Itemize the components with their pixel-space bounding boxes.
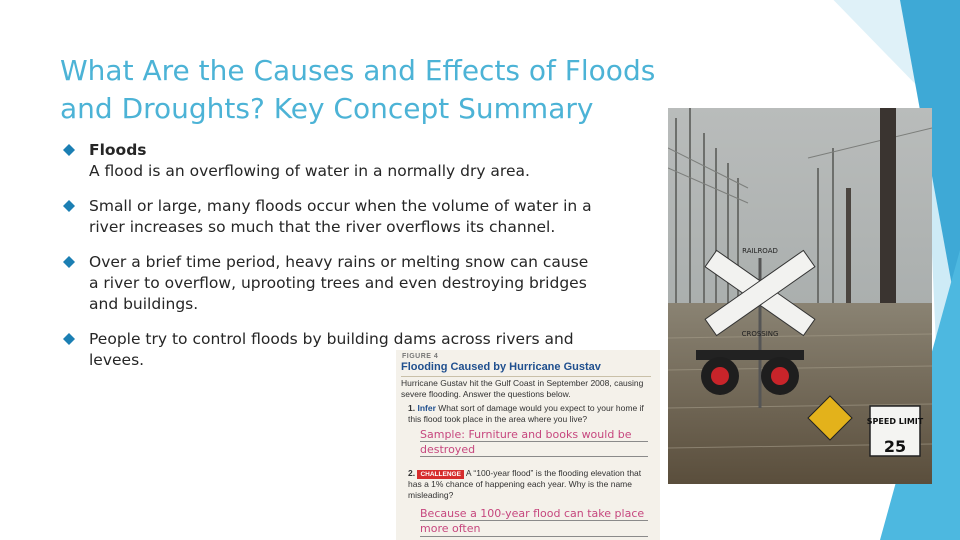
crossbuck-text: RAILROAD <box>742 247 778 255</box>
flood-photo <box>668 108 932 484</box>
diamond-bullet-icon <box>63 333 75 345</box>
figure-label: FIGURE 4 <box>402 353 439 360</box>
challenge-badge: CHALLENGE <box>417 470 463 479</box>
bullet-item <box>63 140 623 182</box>
bullet-text: levees. <box>89 351 145 369</box>
crossbuck-text: CROSSING <box>741 330 779 338</box>
bullet-text: river increases so much that the river overflows its channel. <box>89 218 556 236</box>
question-text: What sort of damage would you expect to your home if this flood took place in the area where you live? <box>408 403 644 424</box>
slide-title <box>60 52 700 128</box>
diamond-bullet-icon <box>63 200 75 212</box>
answer-line <box>420 520 648 521</box>
question-number: 1. <box>408 403 416 413</box>
answer-line <box>420 456 648 457</box>
handwritten-answer: Sample: Furniture and books would be destroyed <box>420 428 632 456</box>
bullet-text: Over a brief time period, heavy rains or melting snow can cause <box>89 253 589 271</box>
bullet-text: People try to control floods by building dams across rivers and <box>89 330 574 348</box>
bullet-item <box>63 196 623 238</box>
answer-line <box>420 441 648 442</box>
bullet-text: A flood is an overflowing of water in a normally dry area. <box>89 162 530 180</box>
bullet-list <box>63 140 623 385</box>
slide-title-line: What Are the Causes and Effects of Floods <box>60 54 656 87</box>
diamond-bullet-icon <box>63 144 75 156</box>
question-text: A “100-year flood” is the flooding elevation that has a 1% chance of happening each year. Why is the name misleading? <box>408 468 642 500</box>
bullet-text: Small or large, many floods occur when the volume of water in a <box>89 197 592 215</box>
slide-title-line: and Droughts? Key Concept Summary <box>60 92 594 125</box>
figure-intro: Hurricane Gustav hit the Gulf Coast in September 2008, causing severe flooding. Answer the questions below. <box>401 378 644 399</box>
figure-title: Flooding Caused by Hurricane Gustav <box>401 361 601 373</box>
textbook-figure <box>396 350 660 540</box>
handwritten-answer: Because a 100-year flood can take place more often <box>420 507 645 535</box>
answer-line <box>420 536 648 537</box>
divider <box>401 376 651 377</box>
speed-limit-label: SPEED LIMIT <box>866 417 924 426</box>
question-tag: Infer <box>417 403 436 413</box>
bullet-text: and buildings. <box>89 295 199 313</box>
diamond-bullet-icon <box>63 256 75 268</box>
speed-limit-value: 25 <box>883 437 907 456</box>
question-number: 2. <box>408 468 416 478</box>
figure-question <box>408 403 650 424</box>
bullet-text: a river to overflow, uprooting trees and even destroying bridges <box>89 274 587 292</box>
bullet-item <box>63 252 623 315</box>
bullet-heading: Floods <box>89 141 147 159</box>
figure-question <box>408 468 650 500</box>
